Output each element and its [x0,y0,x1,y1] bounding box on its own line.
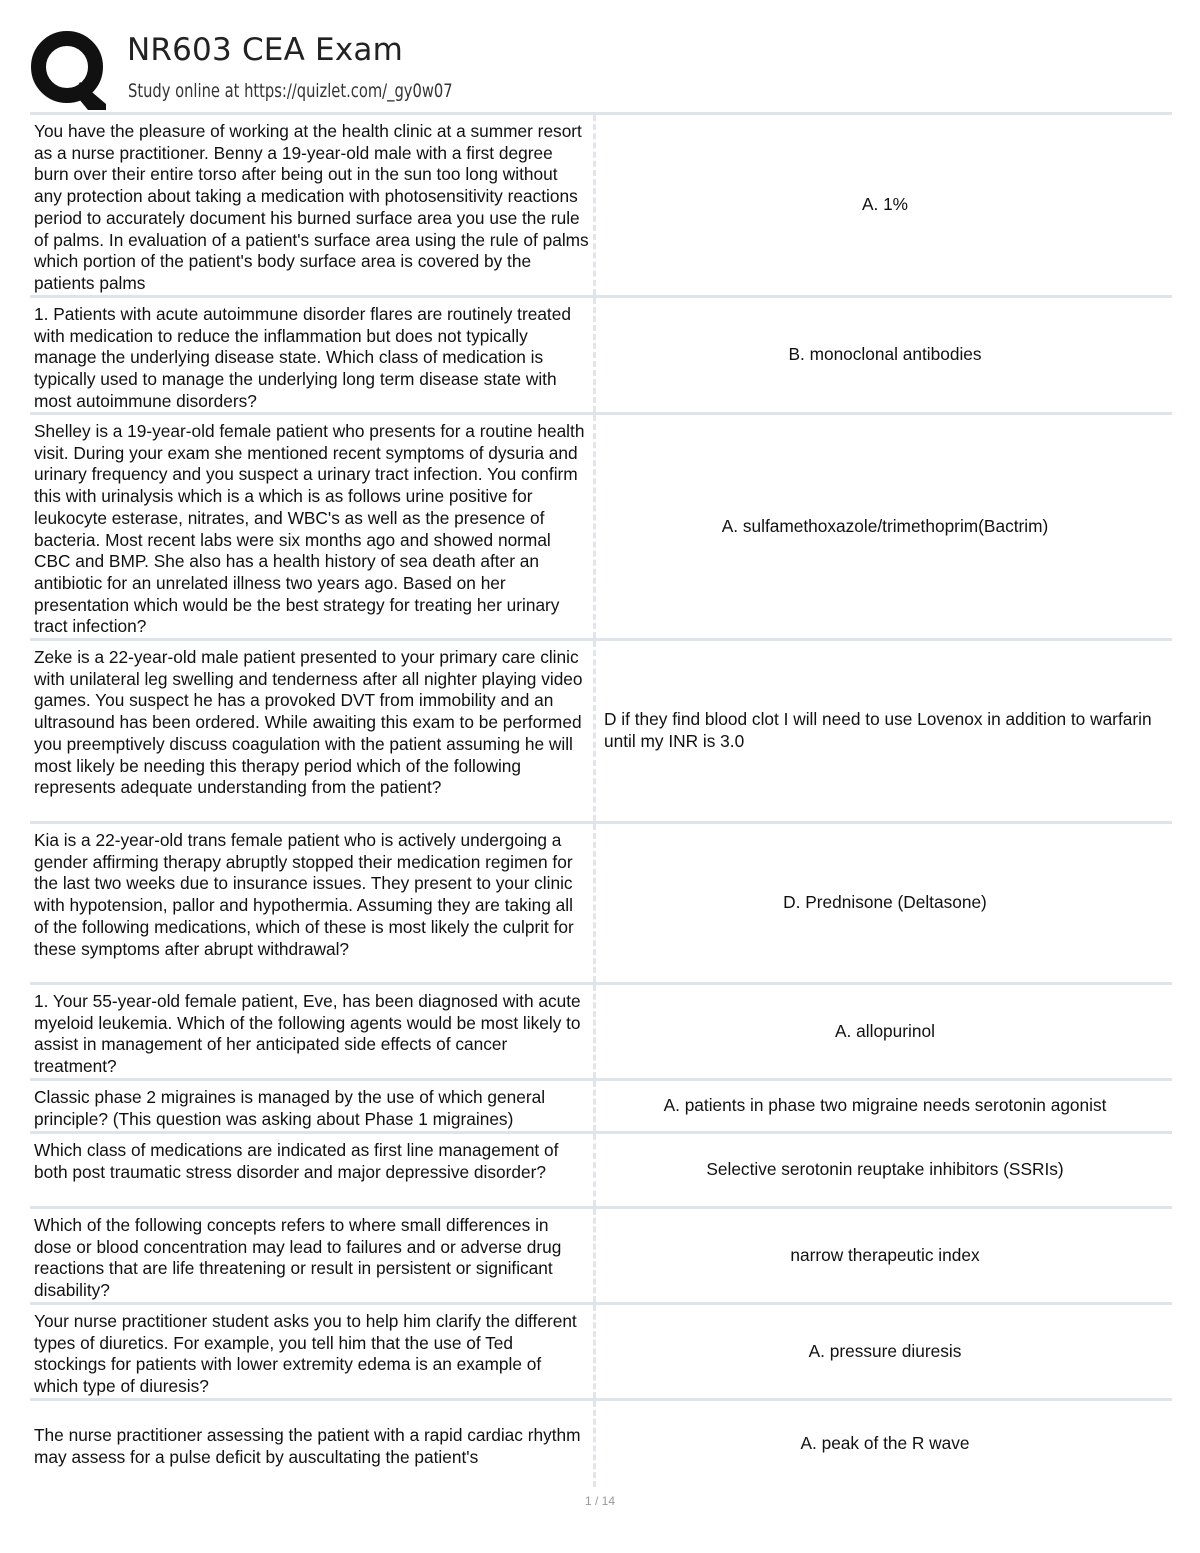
flashcard-term: You have the pleasure of working at the health clinic at a summer resort as a nurse practitioner. Benny a 19-year-old male with a first degree burn over their entire torso after being out in the sun too long without any protection about taking a medication with photosensitivity reactions period to accurately document his burned surface area you use the rule of palms. In evaluation of a patient's surface area using the rule of palms which portion of the patient's body surface area is covered by the patients palms [30,115,596,295]
flashcard-term: Your nurse practitioner student asks you to help him clarify the different types of diuretics. For example, you tell him that the use of Ted stockings for patients with lower extremity edema is an example of which type of diuresis? [30,1305,596,1398]
flashcard-definition: B. monoclonal antibodies [788,344,982,365]
flashcard-definition: A. peak of the R wave [800,1433,970,1454]
flashcard-row [30,1206,1172,1302]
flashcard-row [30,1131,1172,1206]
quizlet-logo-icon [30,30,110,110]
flashcard-row [30,1302,1172,1398]
flashcard-definition: D if they find blood clot I will need to use Lovenox in addition to warfarin until my INR is 3.0 [604,709,1152,751]
flashcard-term: Zeke is a 22-year-old male patient presented to your primary care clinic with unilateral leg swelling and tenderness after all nighter playing video games. You suspect he has a provoked DVT from immobility and an ultrasound has been ordered. While awaiting this exam to be performed you preemptively discuss coagulation with the patient assuming he will most likely be needing this therapy period which of the following represents adequate understanding from the patient? [30,641,596,821]
flashcard-term: The nurse practitioner assessing the patient with a rapid cardiac rhythm may assess for a pulse deficit by auscultating the patient's [30,1401,596,1487]
flashcard-term: Classic phase 2 migraines is managed by the use of which general principle? (This question was asking about Phase 1 migraines) [30,1081,596,1131]
flashcard-definition: A. pressure diuresis [808,1340,962,1361]
flashcard-term: Which of the following concepts refers to where small differences in dose or blood concentration may lead to failures and or adverse drug reactions that are life threatening or result in persistent or significant disability? [30,1209,596,1302]
flashcard-term: Shelley is a 19-year-old female patient who presents for a routine health visit. During your exam she mentioned recent symptoms of dysuria and urinary frequency and you suspect a urinary tract infection. You confirm this with urinalysis which is a which is as follows urine positive for leukocyte esterase, nitrates, and WBC's as well as the presence of bacteria. Most recent labs were six months ago and showed normal CBC and BMP. She also has a health history of sea death after an antibiotic for an unrelated illness two years ago. Based on her presentation which would be the best strategy for treating her urinary tract infection? [30,415,596,638]
flashcard-row [30,295,1172,412]
document-header [30,28,1170,108]
page-indicator: 1 / 14 [584,1494,616,1508]
flashcard-definition: A. sulfamethoxazole/trimethoprim(Bactrim) [721,515,1049,536]
flashcard-definition: Selective serotonin reuptake inhibitors (SSRIs) [706,1159,1064,1180]
flashcard-list [30,112,1172,1487]
flashcard-term: 1. Patients with acute autoimmune disorder flares are routinely treated with medication to reduce the inflammation but does not typically manage the underlying disease state. Which class of medication is typically used to manage the underlying long term disease state with most autoimmune disorders? [30,298,596,412]
flashcard-definition: narrow therapeutic index [790,1244,980,1265]
flashcard-row [30,1078,1172,1131]
flashcard-row [30,112,1172,295]
flashcard-row [30,821,1172,982]
flashcard-term: Kia is a 22-year-old trans female patient who is actively undergoing a gender affirming therapy abruptly stopped their medication regimen for the last two weeks due to insurance issues. They present to your clinic with hypotension, pallor and hypothermia. Assuming they are taking all of the following medications, which of these is most likely the culprit for these symptoms after abrupt withdrawal? [30,824,596,982]
flashcard-row [30,982,1172,1078]
flashcard-definition: A. 1% [861,194,909,215]
flashcard-term: 1. Your 55-year-old female patient, Eve, has been diagnosed with acute myeloid leukemia. Which of the following agents would be most likely to assist in management of her anticipated side effects of cancer treatment? [30,985,596,1078]
flashcard-term: Which class of medications are indicated as first line management of both post traumatic stress disorder and major depressive disorder? [30,1134,596,1206]
flashcard-row [30,1398,1172,1487]
flashcard-definition: D. Prednisone (Deltasone) [783,892,987,913]
flashcard-row [30,638,1172,821]
study-online-link[interactable]: Study online at https://quizlet.com/_gy0w07 [128,80,453,102]
document-title: NR603 CEA Exam [127,32,403,68]
flashcard-definition: A. patients in phase two migraine needs serotonin agonist [663,1095,1107,1116]
flashcard-row [30,412,1172,638]
flashcard-definition: A. allopurinol [835,1020,935,1041]
